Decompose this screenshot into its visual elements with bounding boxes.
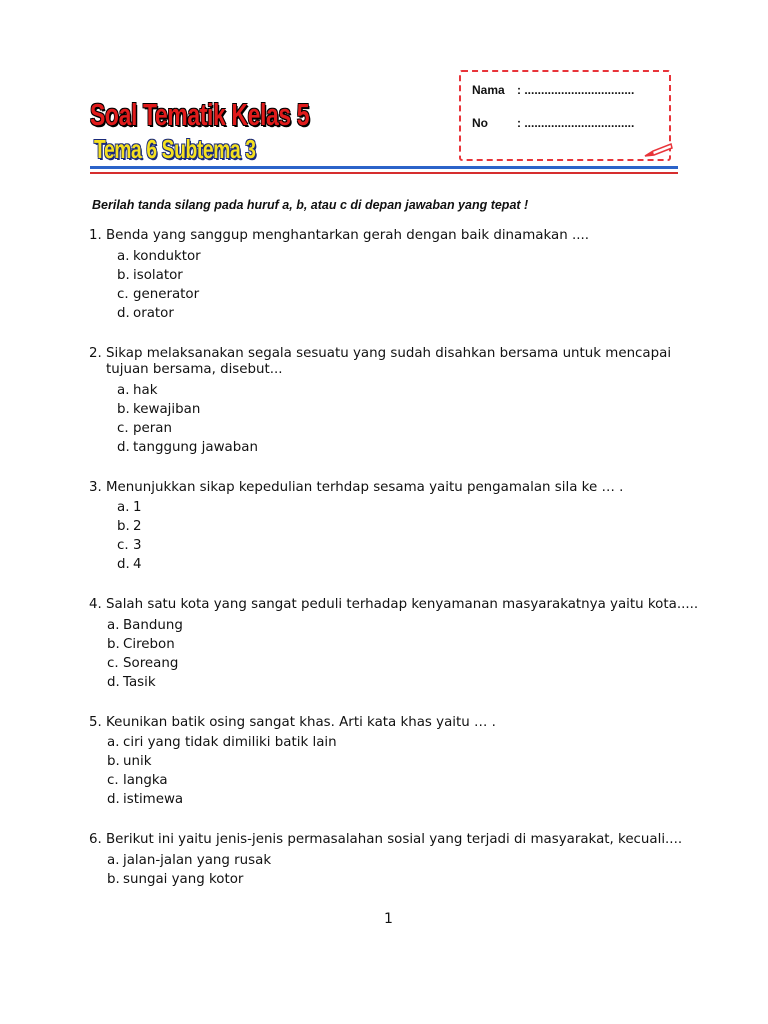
no-label: No — [472, 116, 488, 130]
option-d — [107, 674, 699, 693]
option-text: tanggung jawaban — [133, 439, 258, 455]
option-letter: a. — [117, 382, 130, 398]
option-a — [117, 248, 699, 267]
question-list — [89, 228, 699, 912]
question-text: Keunikan batik osing sangat khas. Arti kata khas yaitu … . — [106, 714, 496, 730]
option-a — [117, 499, 699, 518]
option-text: hak — [133, 382, 158, 398]
no-row — [472, 116, 634, 130]
option-text: Tasik — [123, 674, 156, 690]
option-d — [117, 556, 699, 575]
option-text: 3 — [133, 538, 142, 554]
question-5 — [89, 715, 699, 811]
no-field: : ................................. — [517, 116, 635, 130]
header-rule-blue — [90, 166, 678, 169]
option-letter: a. — [117, 500, 130, 516]
option-text: langka — [123, 773, 168, 789]
option-text: isolator — [133, 267, 183, 283]
option-letter: a. — [117, 248, 130, 264]
pencil-icon — [643, 142, 675, 160]
option-text: peran — [133, 420, 172, 436]
option-c — [107, 655, 699, 674]
option-text: konduktor — [133, 248, 201, 264]
option-d — [117, 305, 699, 324]
option-letter: c. — [107, 655, 119, 671]
option-letter: c. — [107, 773, 119, 789]
option-letter: b. — [107, 636, 120, 652]
option-text: generator — [133, 286, 200, 302]
question-number: 1. — [89, 228, 102, 243]
option-text: Cirebon — [123, 636, 175, 652]
option-d — [107, 791, 699, 810]
option-letter: c. — [117, 286, 129, 302]
option-text: 1 — [133, 500, 142, 516]
option-text: 4 — [133, 557, 142, 573]
option-letter: b. — [107, 754, 120, 770]
page-title: Soal Tematik Kelas 5 — [90, 97, 310, 132]
page-subtitle: Tema 6 Subtema 3 — [94, 134, 256, 164]
question-text: Sikap melaksanakan segala sesuatu yang sudah disahkan bersama untuk mencapai tujuan bersama, disebut... — [106, 345, 672, 377]
option-b — [117, 518, 699, 537]
question-2 — [89, 346, 699, 458]
option-letter: c. — [117, 538, 129, 554]
question-text: Salah satu kota yang sangat peduli terhadap kenyamanan masyarakatnya yaitu kota..... — [106, 597, 699, 612]
option-letter: b. — [117, 519, 130, 535]
option-text: jalan-jalan yang rusak — [123, 852, 272, 868]
option-letter: d. — [117, 305, 130, 321]
question-number: 6. — [89, 832, 102, 847]
option-letter: d. — [117, 557, 130, 573]
option-text: orator — [133, 305, 174, 321]
option-b — [117, 401, 699, 420]
option-letter: a. — [107, 617, 120, 633]
question-3 — [89, 480, 699, 576]
option-c — [117, 420, 699, 439]
question-4 — [89, 597, 699, 693]
question-text: Menunjukkan sikap kepedulian terhdap sesama yaitu pengamalan sila ke … . — [106, 479, 624, 495]
option-text: sungai yang kotor — [123, 871, 244, 887]
question-1 — [89, 228, 699, 324]
question-text: Benda yang sanggup menghantarkan gerah dengan baik dinamakan .... — [106, 228, 589, 243]
option-letter: d. — [107, 792, 120, 808]
header-rule-red — [90, 172, 678, 174]
name-field: : ................................. — [517, 83, 635, 97]
option-b — [107, 871, 699, 890]
option-letter: b. — [117, 267, 130, 283]
option-d — [117, 439, 699, 458]
option-letter: b. — [107, 871, 120, 887]
name-box — [459, 70, 671, 161]
question-6 — [89, 832, 699, 890]
option-b — [107, 753, 699, 772]
question-text: Berikut ini yaitu jenis-jenis permasalahan sosial yang terjadi di masyarakat, kecuali.... — [106, 832, 683, 847]
option-letter: a. — [107, 852, 120, 868]
option-letter: d. — [117, 439, 130, 455]
option-text: ciri yang tidak dimiliki batik lain — [123, 735, 337, 751]
option-b — [107, 636, 699, 655]
option-text: 2 — [133, 519, 142, 535]
question-number: 3. — [89, 479, 102, 495]
option-letter: d. — [107, 674, 120, 690]
option-c — [117, 537, 699, 556]
page-number: 1 — [384, 911, 393, 927]
option-text: istimewa — [123, 792, 184, 808]
name-row — [472, 83, 634, 97]
option-a — [107, 852, 699, 871]
instruction-text: Berilah tanda silang pada huruf a, b, atau c di depan jawaban yang tepat ! — [92, 198, 529, 212]
option-a — [117, 382, 699, 401]
name-label: Nama — [472, 83, 505, 97]
option-a — [107, 734, 699, 753]
question-number: 4. — [89, 597, 102, 612]
option-text: unik — [123, 754, 152, 770]
option-letter: b. — [117, 401, 130, 417]
option-text: Bandung — [123, 617, 183, 633]
question-number: 5. — [89, 714, 102, 730]
option-c — [117, 286, 699, 305]
option-text: kewajiban — [133, 401, 201, 417]
option-a — [107, 617, 699, 636]
option-letter: a. — [107, 735, 120, 751]
question-number: 2. — [89, 345, 102, 361]
option-text: Soreang — [123, 655, 179, 671]
option-b — [117, 267, 699, 286]
option-letter: c. — [117, 420, 129, 436]
option-c — [107, 772, 699, 791]
